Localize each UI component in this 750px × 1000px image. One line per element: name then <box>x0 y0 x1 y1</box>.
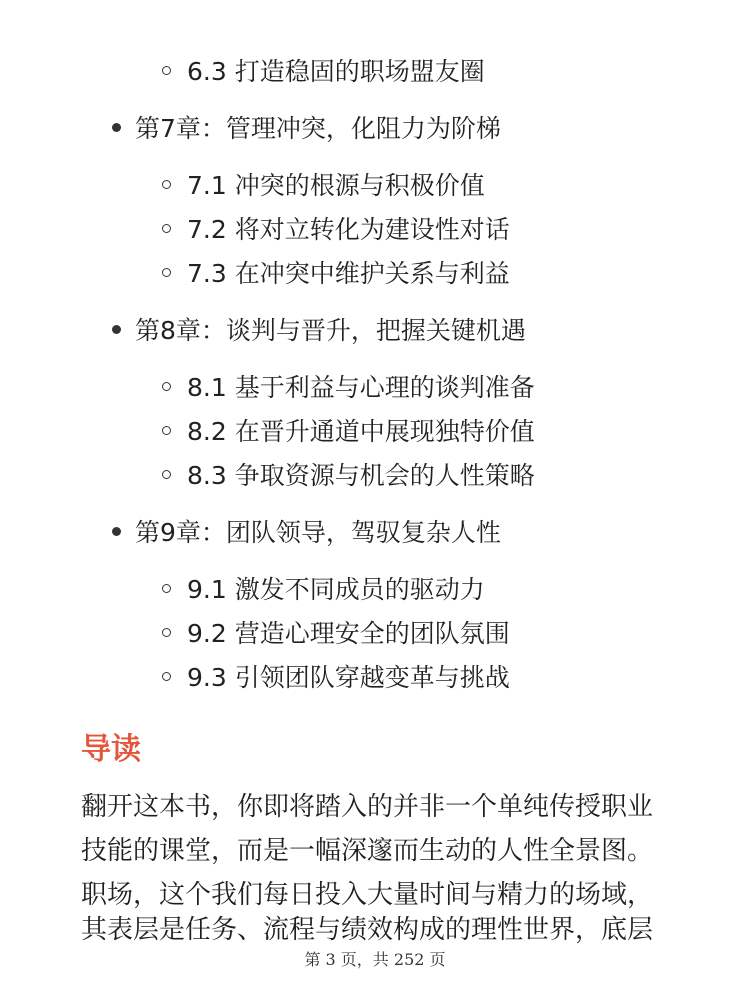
toc-item-label: 7.2 将对立转化为建设性对话 <box>187 215 510 244</box>
toc-item-label: 9.3 引领团队穿越变革与挑战 <box>187 663 510 692</box>
toc-subsection-7-1[interactable] <box>0 164 485 204</box>
circle-bullet-icon <box>162 426 171 435</box>
paragraph-line: 其表层是任务、流程与绩效构成的理性世界，底层 <box>81 915 654 945</box>
disc-bullet-icon <box>112 123 121 132</box>
toc-item-label: 6.3 打造稳固的职场盟友圈 <box>187 57 485 86</box>
paragraph-line: 技能的课堂，而是一幅深邃而生动的人性全景图。 <box>81 836 654 866</box>
circle-bullet-icon <box>162 672 171 681</box>
toc-item-label: 8.1 基于利益与心理的谈判准备 <box>187 373 535 402</box>
toc-item-label: 8.3 争取资源与机会的人性策略 <box>187 461 535 490</box>
toc-subsection-7-2[interactable] <box>0 208 510 248</box>
toc-chapter-9[interactable] <box>0 511 501 551</box>
circle-bullet-icon <box>162 66 171 75</box>
section-heading: 导读 <box>81 732 141 767</box>
toc-subsection-7-3[interactable] <box>0 252 510 292</box>
toc-item-label: 第7章：管理冲突，化阻力为阶梯 <box>135 114 501 143</box>
toc-item-label: 9.2 营造心理安全的团队氛围 <box>187 619 510 648</box>
circle-bullet-icon <box>162 224 171 233</box>
toc-subsection-8-1[interactable] <box>0 366 535 406</box>
toc-item-label: 第8章：谈判与晋升，把握关键机遇 <box>135 316 526 345</box>
circle-bullet-icon <box>162 584 171 593</box>
disc-bullet-icon <box>112 325 121 334</box>
toc-chapter-7[interactable] <box>0 107 501 147</box>
circle-bullet-icon <box>162 180 171 189</box>
paragraph-line: 翻开这本书，你即将踏入的并非一个单纯传授职业 <box>81 792 654 822</box>
circle-bullet-icon <box>162 628 171 637</box>
circle-bullet-icon <box>162 470 171 479</box>
toc-subsection-9-2[interactable] <box>0 612 510 652</box>
toc-item-label: 7.1 冲突的根源与积极价值 <box>187 171 485 200</box>
toc-item-label: 第9章：团队领导，驾驭复杂人性 <box>135 518 501 547</box>
toc-subsection-9-3[interactable] <box>0 656 510 696</box>
page-number-footer: 第 3 页，共 252 页 <box>304 950 446 969</box>
toc-item-label: 9.1 激发不同成员的驱动力 <box>187 575 485 604</box>
toc-subsection-8-3[interactable] <box>0 454 535 494</box>
toc-subsection-8-2[interactable] <box>0 410 535 450</box>
toc-item-label: 8.2 在晋升通道中展现独特价值 <box>187 417 535 446</box>
paragraph-line: 职场，这个我们每日投入大量时间与精力的场域， <box>81 880 654 910</box>
toc-subsection-9-1[interactable] <box>0 568 485 608</box>
toc-chapter-8[interactable] <box>0 309 526 349</box>
circle-bullet-icon <box>162 382 171 391</box>
circle-bullet-icon <box>162 268 171 277</box>
toc-subsection-6-3[interactable] <box>0 50 485 90</box>
toc-item-label: 7.3 在冲突中维护关系与利益 <box>187 259 510 288</box>
disc-bullet-icon <box>112 527 121 536</box>
